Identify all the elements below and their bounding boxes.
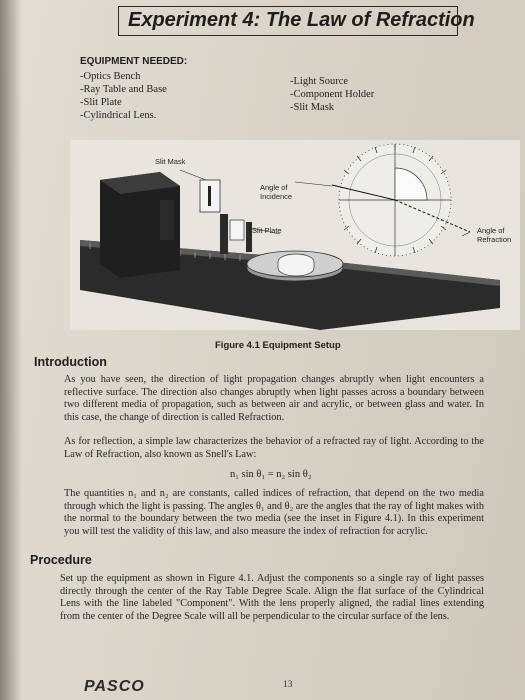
- page-shadow: [0, 0, 22, 700]
- slit-plate-label: Slit Plate: [252, 226, 282, 235]
- procedure-heading: Procedure: [30, 553, 92, 567]
- equipment-item: -Optics Bench: [80, 71, 141, 82]
- angle-of-incidence-line2: Incidence: [260, 192, 293, 201]
- equipment-item: -Ray Table and Base: [80, 84, 167, 95]
- slit-mask-label: Slit Mask: [155, 157, 186, 166]
- procedure-paragraph-1: Set up the equipment as shown in Figure 4.1. Adjust the components so a single ray of light passes directly through the center of the Ray Table Degree Scale. Align the flat surface of the Cylindrical Lens with the line labeled "Component". With the lens properly aligned, the radial lines extending from the center of the Degree Scale will all be perpendicular to the circular surface of the lens.: [60, 573, 484, 622]
- page-number: 13: [283, 680, 293, 690]
- pasco-logo: PASCO: [84, 678, 145, 695]
- equipment-setup-illustration: [70, 140, 520, 330]
- introduction-paragraph-2: As for reflection, a simple law characterizes the behavior of a refracted ray of light. According to the Law of Refraction, also known as Snell's Law:: [64, 436, 484, 460]
- introduction-heading: Introduction: [34, 355, 107, 369]
- angle-of-incidence-label: [260, 183, 292, 201]
- equipment-item: -Component Holder: [290, 89, 375, 100]
- angle-of-refraction-line2: Refraction: [477, 235, 512, 244]
- angle-of-refraction-label: [477, 226, 511, 244]
- equipment-list-right: [290, 75, 374, 114]
- equipment-item: -Slit Mask: [290, 102, 335, 113]
- snells-law-formula: n₁ sin θ₁ = n₂ sin θ₂: [230, 469, 312, 480]
- figure-caption: Figure 4.1 Equipment Setup: [215, 340, 341, 351]
- introduction-paragraph-3: The quantities n₁ and n₂ are constants, called indices of refraction, that depend on the two media through which the light is passing. The angles θ₁ and θ₂ are the angles that the ray of light makes with the normal to the boundary between the two media (see the inset in Figure 4.1). In this experiment you will test the validity of this law, and also measure the index of refraction for acrylic.: [64, 488, 484, 537]
- angle-of-refraction-line1: Angle of: [477, 226, 505, 235]
- introduction-paragraph-1: As you have seen, the direction of light propagation changes abruptly when light encounters a reflective surface. The direction also changes abruptly when light passes across a boundary between two different media of propagation, such as between air and acrylic, or between glass and water. In this case, the change of direction is called Refraction.: [64, 374, 484, 423]
- equipment-figure: [70, 140, 520, 330]
- page-title: Experiment 4: The Law of Refraction: [128, 9, 475, 31]
- equipment-list-left: [80, 70, 167, 122]
- equipment-item: -Slit Plate: [80, 97, 122, 108]
- equipment-item: -Light Source: [290, 76, 349, 87]
- equipment-item: -Cylindrical Lens.: [80, 110, 157, 121]
- equipment-heading: EQUIPMENT NEEDED:: [80, 56, 188, 67]
- angle-of-incidence-line1: Angle of: [260, 183, 288, 192]
